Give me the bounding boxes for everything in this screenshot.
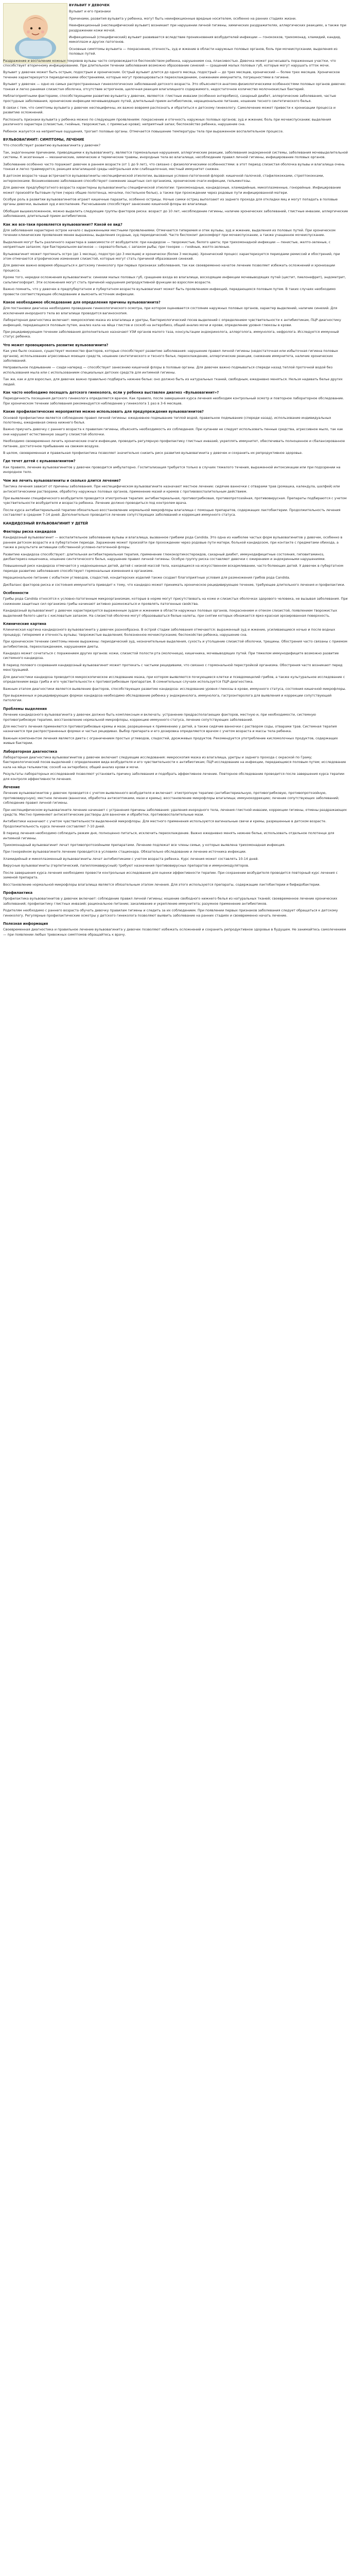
section-paragraph: В связи с тем, что симптомы вульвита у девочек неспецифичны, их важно вовремя распознать и обратиться к детскому гинекологу. Самолечение может привести к хронизации процесса и развитию осложнений. — [3, 105, 336, 115]
section-heading: Как же все-таки проявляется вульвовагинит? Какой ее вид? — [3, 222, 122, 227]
section-paragraph: Кроме того, нередки осложнения вульвовагинита: синехии малых половых губ, сращение входа во влагалище, восходящие инфекции мочевыводящих путей (цистит, пиелонефрит), эндометрит, сальпингоофорит. Эти осложнения могут стать причиной нарушения репродуктивной функции во взрослом возрасте. — [3, 275, 346, 284]
section-paragraph: Антибиотики назначают с учетом чувствительности выделенной микрофлоры. Для местного применения используются вагинальные свечи и кремы, разрешенные в детском возрасте. Продолжительность курса лечения составляет 7-10 дней. — [3, 819, 327, 828]
section-paragraph: При гонорейном вульвовагините лечение проводится в условиях стационара. Обязательно обследование и лечение источника инфекции. — [3, 850, 246, 854]
section-paragraph: Ребенок жалуется на неприятные ощущения, трогает половые органы. Отмечается повышение температуры тела при выраженном воспалительном процессе. — [3, 129, 284, 133]
section-heading: Какое необходимое обследование для определения причины вульвовагинита? — [3, 300, 161, 304]
section-paragraph: Периодичность посещения детского гинеколога определяется врачом. Как правило, после завершения курса лечения необходим контрольный осмотр и повторное лабораторное обследование. При хроническом течении заболевания рекомендуется наблюдение у гинеколога 1 раз в 3-6 месяцев. — [3, 396, 344, 405]
section-paragraph: Раздражение и воспаление кожных покровов вульвы часто сопровождается беспокойством ребенка, нарушением сна, плаксивостью. Девочка может расчесывать пораженные участки, что способствует вторичному инфицированию. При длительном течении заболевания возможно образование синехий — сращений малых половых губ, которые могут нарушать отток мочи. — [3, 58, 336, 68]
section-paragraph: Для диагностики кандидоза проводится микроскопическое исследование мазка, при котором выявляются почкующиеся клетки и псевдомицелий грибов, а также культуральное исследование с определением вида гриба и его чувствительности к противогрибковым препаратам. В сомнительных случаях используется ПЦР-диагностика. — [3, 674, 345, 684]
section-paragraph: Выделения могут быть различного характера в зависимости от возбудителя: при кандидозе — творожистые, белого цвета; при трихомонадной инфекции — пенистые, желто-зеленые, с неприятным запахом; при бактериальном вагинозе — серовато-белые, с запахом рыбы; при гонорее — гнойные, желто-зеленые. — [3, 240, 331, 249]
section-paragraph: Для постановки диагноза необходимо проведение гинекологического осмотра, при котором оценивается состояние наружных половых органов, характер выделений, наличие синехий. Для исключения инородного тела во влагалище проводится вагиноскопия. — [3, 306, 338, 315]
section-paragraph: Результаты лабораторных исследований позволяют установить причину заболевания и подобрать эффективное лечение. Повторное обследование проводится после завершения курса терапии для контроля эффективности лечения. — [3, 772, 344, 781]
section-paragraph: Необходимо своевременно лечить хронические очаги инфекции, проводить регулярную профилактику глистных инвазий, укреплять иммунитет, обеспечивать полноценное и сбалансированное питание, достаточное пребывание на свежем воздухе. — [3, 439, 345, 448]
section-heading: ВУЛЬВОВАГИНИТ: СИМПТОМЫ, ЛЕЧЕНИЕ — [3, 137, 84, 142]
section-heading: Факторы риска кандидоза — [3, 529, 56, 534]
section-paragraph: Важно приучать девочку с раннего возраста к правилам гигиены, объяснять необходимость их соблюдения. При купании не следует использовать пенные средства, агрессивное мыло, так как они нарушают естественную защиту слизистой оболочки. — [3, 427, 343, 436]
section-paragraph: Кандидозный вульвовагинит — воспалительное заболевание вульвы и влагалища, вызванное грибами рода Candida. Это одна из наиболее частых форм вульвовагинитов у девочек, особенно в раннем детском возрасте и в пубертатном периоде. Заражение может произойти при прохождении через родовые пути матери, больной кандидозом, при контакте с предметами обихода, а также в результате активации собственной условно-патогенной флоры. — [3, 535, 343, 550]
section-paragraph: Важно помнить, что у девочек в предпубертатном и пубертатном возрасте вульвовагинит может быть проявлением инфекций, передающихся половым путем. В таких случаях необходимо провести соответствующее обследование и выяснить источник инфекции. — [3, 287, 336, 296]
section-heading: Клинические картина — [3, 622, 46, 626]
section-paragraph: Нерациональное питание с избытком углеводов, сладостей, кондитерских изделий также создает благоприятные условия для размножения грибов рода Candida. — [3, 575, 290, 580]
section-paragraph: Обобщая вышеизложенное, можно выделить следующие группы факторов риска: возраст до 10 лет, несоблюдение гигиены, наличие хронических заболеваний, глистные инвазии, аллергические заболевания, длительный прием антибиотиков. — [3, 209, 348, 218]
section-paragraph: Лечение вульвовагинитов у девочек проводится с учетом выявленного возбудителя и включает: этиотропную терапию (антибактериальную, противогрибковую, противопротозойную, противовирусную); местное лечение (ванночки, обработка антисептиками, мази и кремы); восстановление микрофлоры влагалища; иммунокоррекцию; лечение сопутствующих заболеваний; соблюдение правил личной гигиены. — [3, 791, 340, 805]
section-paragraph: Неправильное подмывание — сзади наперед — способствует занесению кишечной флоры в половые органы. Для девочек важно подмываться спереди назад теплой проточной водой без использования мыла или с использованием специальных детских средств для интимной гигиены. — [3, 365, 333, 375]
section-paragraph: Особую роль в развитии вульвовагинитов играют кишечные паразиты, особенно острицы. Ночью самки остриц выползают из заднего прохода для откладки яиц и могут попадать в половые органы девочки, вызывая зуд и воспаление. Расчесывание способствует занесению кишечной флоры во влагалище. — [3, 197, 338, 207]
section-paragraph: Распознать признаки вульвита у ребенка можно по следующим проявлениям: покраснение и отечность наружных половых органов; зуд и жжение; боль при мочеиспускании; выделения различного характера (слизистые, гнойные, творожистые, с примесью крови); неприятный запах; беспокойство ребенка, нарушение сна. — [3, 117, 331, 127]
section-heading: Профилактика — [3, 890, 33, 895]
section-paragraph: Повышенный риск кандидоза отмечается у недоношенных детей, детей с низкой массой тела, находящихся на искусственном вскармливании, часто болеющих детей. У девочек в пубертатном периоде развитию заболевания способствуют гормональные изменения в организме. — [3, 564, 344, 573]
section-paragraph: Восстановление нормальной микрофлоры влагалища является обязательным этапом лечения. Для этого используются препараты, содержащие лактобактерии и бифидобактерии. — [3, 882, 321, 887]
section-paragraph: При выявлении специфического возбудителя проводится этиотропная терапия: антибактериальная, противогрибковая, противопротозойная, противовирусная. Препараты подбираются с учетом чувствительности возбудителя и возраста ребенка. Лечение должно проводиться под контролем врача. — [3, 496, 347, 505]
section-paragraph: В целом, своевременная и правильная профилактика позволяет значительно снизить риск развития вульвовагинита у девочек и сохранить их репродуктивное здоровье. — [3, 451, 303, 455]
section-paragraph: Лабораторная диагностика включает: микроскопию мазка из влагалища и уретры, бактериологический посев выделений с определением чувствительности к антибиотикам, ПЦР-диагностику инфекций, передающихся половым путем, анализ кала на яйца глистов и соскоб на энтеробиоз, общий анализ мочи и крови, определение уровня глюкозы в крови. — [3, 318, 341, 327]
section-paragraph: Вульвовагинит может протекать остро (до 1 месяца), подостро (до 3 месяцев) и хронически (более 3 месяцев). Хронический процесс характеризуется периодами ремиссий и обострений, при этом отмечаются атрофические изменения слизистой, которые могут стать причиной образования синехий. — [3, 251, 340, 261]
section-paragraph: Основой профилактики является соблюдение правил личной гигиены: ежедневное подмывание теплой водой, правильное подмывание (спереди назад), использование индивидуальных полотенец, ежедневная смена нижнего белья. — [3, 415, 331, 425]
section-paragraph: Лабораторная диагностика вульвовагинитов у девочек включает следующие исследования: микроскопия мазка из влагалища, уретры и заднего прохода с окраской по Граму; бактериологический посев выделений с определением вида возбудителя и его чувствительности к антибиотикам; ПЦР-исследование на инфекции, передающиеся половым путем; исследование кала на яйца гельминтов; соскоб на энтеробиоз; общий анализ крови и мочи. — [3, 755, 346, 769]
section-heading: Проблемы выделения — [3, 706, 47, 711]
section-paragraph: При рецидивирующем течении заболевания дополнительно назначают УЗИ органов малого таза, консультации эндокринолога, аллерголога, иммунолога, нефролога. Исследуется иммунный статус ребенка. — [3, 329, 339, 339]
section-paragraph: В детском возрасте чаще встречаются вульвовагиниты неспецифической этиологии, вызванные условно-патогенной флорой: кишечной палочкой, стафилококками, стрептококками, энтерококками. Возникновению заболевания способствуют снижение защитных сил организма, хронические очаги инфекции, гельминтозы. — [3, 174, 324, 183]
intro-paragraph: Неинфекционный (неспецифический вульвит) возникает при нарушении личной гигиены, химических раздражителях, аллергических реакциях, а также при раздражении кожи мочой. — [69, 23, 346, 32]
section-paragraph: Так, эндогенными причинами, приводящими к вульвовагиниту, являются гормональные нарушения, аллергические реакции, заболевания эндокринной системы, заболевания мочевыделительной системы. К экзогенным — механические, химические и термические травмы, инородные тела во влагалище, несоблюдение правил личной гигиены, инфицирование половых органов. — [3, 150, 348, 160]
article-content — [3, 3, 349, 939]
section-paragraph: После курса антибактериальной терапии обязательно восстановление нормальной микрофлоры влагалища с помощью препаратов, содержащих лактобактерии. Продолжительность лечения составляет в среднем 7-14 дней. Дополнительно проводится лечение сопутствующих заболеваний и коррекция иммунного статуса. — [3, 507, 341, 517]
section-paragraph: Клиническая картина кандидозного вульвовагинита у девочек разнообразна. В острой стадии заболевания отмечаются: выраженный зуд и жжение, усиливающиеся ночью и после водных процедур; гиперемия и отечность вульвы; творожистые выделения; болезненное мочеиспускание; беспокойство ребенка, нарушение сна. — [3, 628, 336, 637]
section-paragraph: Хламидийный и микоплазменный вульвовагиниты лечат антибиотиками с учетом возраста ребенка. Курс лечения может составлять 10-14 дней. — [3, 856, 259, 861]
section-paragraph: Развитию кандидоза способствуют: длительная антибактериальная терапия, применение глюкокортикостероидов, сахарный диабет, иммунодефицитные состояния, гиповитаминоз, дисбактериоз кишечника, ношение синтетического белья, нарушение правил личной гигиены. Особую группу риска составляют девочки с ожирением и эндокринными нарушениями. — [3, 552, 326, 561]
section-paragraph: Своевременная диагностика и правильное лечение вульвовагинита у девочек позволяют избежать осложнений и сохранить репродуктивное здоровье в будущем. Не занимайтесь самолечением — при появлении любых тревожных симптомов обращайтесь к врачу. — [3, 927, 346, 937]
section-paragraph: Трихомонадный вульвовагинит лечат противопротозойными препаратами. Лечению подлежат все члены семьи, у которых выявлена трихомонадная инфекция. — [3, 843, 286, 848]
section-paragraph: Так же, как и для взрослых, для девочек важно правильно подбирать нижнее белье: оно должно быть из натуральных тканей, свободным, ежедневно меняться. Нельзя надевать белье других людей. — [3, 377, 343, 386]
section-paragraph: Важным этапом диагностики является выявление факторов, способствующих развитию кандидоза: исследование уровня глюкозы в крови, иммунного статуса, состояния кишечной микрофлоры. — [3, 686, 346, 691]
section-heading: Лабораторная диагностика — [3, 749, 58, 754]
intro-paragraph: Причинами, развития вульвита у ребенка, могут быть неинфекционные вредные носителем, особенно на ранних стадиях жизни. — [69, 16, 297, 21]
section-paragraph: Заболевание особенно часто поражает девочек в раннем возрасте (от 1 до 9 лет), что связано с физиологическими особенностями: в этот период слизистая оболочка вульвы и влагалища очень тонкая и легко травмируется, реакция влагалищной среды нейтральная или слабощелочная, местный иммунитет снижен. — [3, 162, 345, 171]
section-paragraph: Для местного лечения применяются противогрибковые кремы и мази, разрешенные к применению у детей, а также сидячие ванночки с раствором соды, отварами трав. Системная терапия назначается при распространенных формах и частых рецидивах. Выбор препарата и его дозировка определяются врачом с учетом возраста и массы тела ребенка. — [3, 724, 337, 734]
section-heading: Как часто необходимо посещать детского гинеколога, если у ребенка выставлен диагноз «Вульвовагинит»? — [3, 391, 219, 395]
section-paragraph: Вульвит у девочек может быть острым, подострым и хроническим. Острый вульвит длится до одного месяца, подострый — до трех месяцев, хронический — более трех месяцев. Хроническое течение характеризуется периодическими обострениями, которые могут провоцироваться переохлаждением, снижением иммунитета, погрешностями в гигиене. — [3, 70, 340, 79]
section-paragraph: Как правило, лечение вульвовагинитов у девочек проводится амбулаторно. Госпитализация требуется только в случаях тяжелого течения, выраженной интоксикации или при подозрении на инородное тело. — [3, 465, 341, 474]
intro-paragraph: Инфекционный (специфический) вульвит развивается вследствие проникновения возбудителей инфекции — гонококков, трихомонад, хламидий, кандид, микоплазм и других патогенов. — [69, 35, 341, 44]
section-paragraph: При неспецифическом вульвовагините лечение начинают с устранения причины заболевания: удаления инородного тела, лечения глистной инвазии, коррекции гигиены, отмены раздражающих средств. Местно применяют антисептические растворы для ванночек и обработки, противовоспалительные мази. — [3, 807, 347, 817]
section-paragraph: Для девочек важно вовремя обращаться к детскому гинекологу при первых признаках заболевания, так как своевременно начатое лечение позволяет избежать осложнений и хронизации процесса. — [3, 263, 336, 273]
article-title: ВУЛЬВИТ У ДЕВОЧЕК — [69, 3, 110, 7]
section-heading: Лечение — [3, 785, 20, 789]
section-paragraph: Дисбаланс факторов риска и состояния иммунитета приводит к тому, что кандидоз может принимать хроническое рецидивирующее течение, требующее длительного лечения и профилактики. — [3, 582, 345, 587]
section-paragraph: Родителям необходимо с раннего возраста обучать девочку правилам гигиены и следить за их соблюдением. При появлении первых признаков заболевания следует обращаться к детскому гинекологу. Регулярные профилактические осмотры у детского гинеколога позволяют выявить заболевание на ранних стадиях и своевременно начать лечение. — [3, 908, 338, 918]
section-heading: Полезная информация — [3, 921, 48, 926]
section-paragraph: Как уже было сказано, существует множество факторов, которые способствуют развитию заболевания: нарушение правил личной гигиены (недостаточная или избыточная гигиена половых органов), использование агрессивных моющих средств, ношение синтетического и тесного белья, переохлаждение, аллергические реакции, снижение иммунитета, наличие хронических заболеваний. — [3, 349, 338, 363]
intro-paragraph: Основные симптомы вульвита — покраснение, отечность, зуд и жжение в области наружных половых органов, боль при мочеиспускании, выделения из половых путей. — [69, 46, 338, 56]
section-paragraph: После завершения курса лечения необходимо провести контрольные исследования для оценки эффективности терапии. При сохранении возбудителя проводится повторный курс лечения с заменой препарата. — [3, 870, 338, 880]
section-paragraph: В период полового созревания кандидозный вульвовагинит может протекать с частыми рецидивами, что связано с гормональной перестройкой организма. Обострения часто возникают перед менструацией. — [3, 663, 343, 672]
section-paragraph: Для заболевания характерно острое начало с выраженными местными проявлениями. Отмечаются гиперемия и отек вульвы, зуд и жжение, выделения из половых путей. При хроническом течении клинические проявления менее выражены, выделения скудные, зуд периодический. Часто беспокоит дискомфорт при мочеиспускании, а также учащенное мочеиспускание. — [3, 228, 336, 238]
intro-paragraph: Вульвит и его признаки — [69, 9, 111, 14]
section-paragraph: Вирусные вульвовагиниты (герпетический, папилломавирусный) требуют назначения противовирусных препаратов и иммуномодуляторов. — [3, 863, 250, 868]
section-heading: Где течет детей с вульвовагинитом? — [3, 459, 76, 464]
section-paragraph: Что способствует развитию вульвовагинита у девочек? — [3, 143, 101, 148]
section-paragraph: Грибы рода Candida относятся к условно-патогенным микроорганизмам, которые в норме могут присутствовать на коже и слизистых оболочках здорового человека, не вызывая заболевания. При снижении защитных сил организма грибы начинают активно размножаться и проявлять патогенные свойства. — [3, 597, 348, 606]
section-paragraph: Неблагоприятными факторами, способствующими развитию вульвита у девочек, являются: глистные инвазии (особенно энтеробиоз), сахарный диабет, аллергические заболевания, частые простудные заболевания, хронические инфекции мочевыводящих путей, длительный прием антибиотиков, нерациональное питание, ношение тесного синтетического белья. — [3, 94, 337, 103]
section-paragraph: Для девочек предпубертатного возраста характерны вульвовагиниты специфической этиологии: трихомонадные, кандидозные, хламидийные, микоплазменные, гонорейные. Инфицирование может произойти бытовым путем (через общие полотенца, мочалки, постельное белье), а также при прохождении через родовые пути инфицированной матери. — [3, 185, 341, 195]
section-paragraph: При хроническом течении симптомы менее выражены: периодический зуд, незначительные выделения, сухость и утолщение слизистой оболочки, трещины. Обострения часто связаны с приемом антибиотиков, переохлаждением, нарушением диеты. — [3, 639, 347, 649]
section-heading: Какие профилактические мероприятия можно использовать для предупреждения вульвовагинитов? — [3, 410, 204, 414]
section-heading: КАНДИДОЗНЫЙ ВУЛЬВОВАГИНИТ У ДЕТЕЙ — [3, 521, 88, 526]
section-paragraph: Тактика лечения зависит от причины заболевания. При неспецифическом вульвовагините назначают местное лечение: сидячие ванночки с отварами трав (ромашка, календула, шалфей) или антисептическими растворами, обработку наружных половых органов, применение мазей и кремов с противовоспалительным действием. — [3, 484, 340, 494]
section-paragraph: Профилактика вульвовагинитов у девочек включает: соблюдение правил личной гигиены; ношение свободного нижнего белья из натуральных тканей; своевременное лечение хронических заболеваний; профилактику глистных инвазий; рациональное питание; закаливание и укрепление иммунитета; разумное применение антибиотиков. — [3, 896, 338, 906]
section-paragraph: Кандидозный вульвовагинит у девочек характеризуется выраженным зудом и жжением в области наружных половых органов, покраснением и отеком слизистой, появлением творожистых выделений белого цвета с кисловатым запахом. На слизистой оболочке могут образовываться белые налеты, при снятии которых обнажается ярко-красная эрозированная поверхность. — [3, 608, 338, 618]
section-paragraph: Вульвит у девочек — одно из самых распространенных гинекологических заболеваний детского возраста. Это объясняется анатомо-физиологическими особенностями половых органов девочек: тонкая и легко ранимая слизистая оболочка, отсутствие эстрогенов, щелочная реакция влагалищного содержимого, недостаточное количество молочнокислых бактерий. — [3, 82, 346, 91]
section-heading: Особенности — [3, 591, 29, 595]
section-paragraph: При выраженных и рецидивирующих формах кандидоза необходимо обследование ребенка у эндокринолога, иммунолога, гастроэнтеролога для выявления и коррекции сопутствующей патологии. — [3, 693, 332, 703]
section-heading: Что может провоцировать развитие вульвовагинита? — [3, 343, 109, 347]
section-paragraph: Важным компонентом лечения является диета с ограничением простых углеводов, сладостей, дрожжевых продуктов. Рекомендуется употребление кисломолочных продуктов, содержащих живые бактерии. — [3, 736, 338, 745]
section-paragraph: В период лечения необходимо соблюдать режим дня, полноценно питаться, исключить переохлаждение. Важно ежедневно менять нижнее белье, использовать отдельное полотенце для интимной гигиены. — [3, 831, 334, 840]
section-paragraph: Кандидоз может сочетаться с поражением других органов: кожи, слизистой полости рта (молочница), кишечника, мочевыводящих путей. При тяжелом иммунодефиците возможно развитие системного кандидоза. — [3, 651, 339, 660]
section-heading: Чем же лечить вульвовагиниты и сколько длится лечение? — [3, 478, 121, 483]
section-paragraph: Лечение кандидозного вульвовагинита у девочек должно быть комплексным и включать: устранение предрасполагающих факторов, местную и, при необходимости, системную противогрибковую терапию, восстановление нормальной микрофлоры, коррекцию иммунного статуса, лечение сопутствующих заболеваний. — [3, 713, 316, 722]
